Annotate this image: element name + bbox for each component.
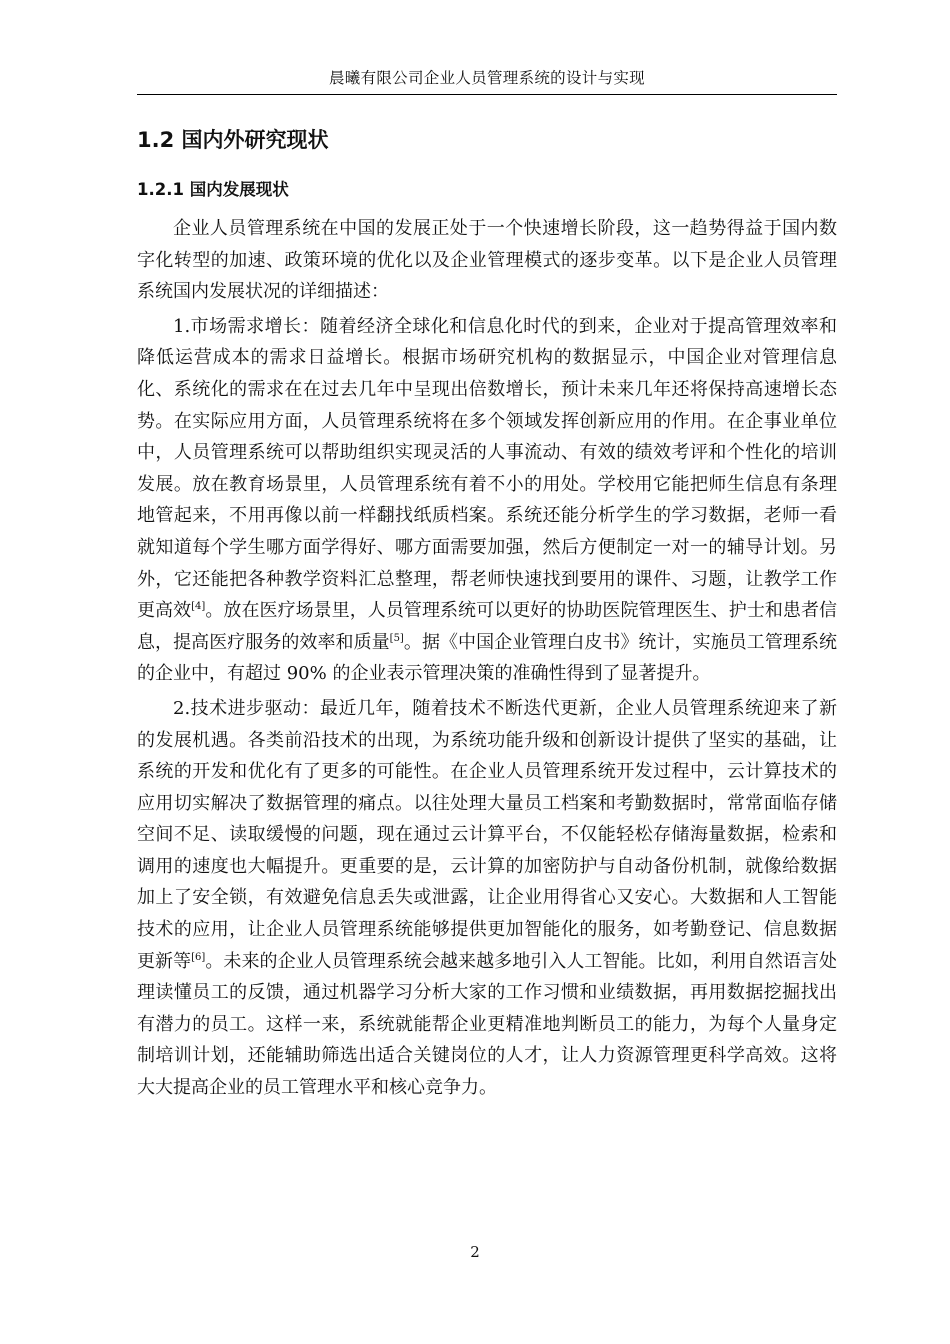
paragraph-market-text-3: 。据《中国企业管理白皮书》统计，实施员工管理系统的企业中，有超过 90% 的企业表示管理决策的准确性得到了显著提升。	[137, 631, 837, 685]
subsection-heading: 1.2.1 国内发展现状	[137, 180, 289, 199]
section-heading: 1.2 国内外研究现状	[137, 128, 329, 152]
citation-6: [6]	[191, 951, 206, 963]
running-header: 晨曦有限公司企业人员管理系统的设计与实现	[137, 66, 837, 95]
paragraph-market-demand	[137, 311, 837, 690]
page-number: 2	[470, 1243, 480, 1261]
paragraph-market-text-2: 。放在医疗场景里，人员管理系统可以更好的协助医院管理医生、护士和患者信息，提高医疗服务的效率和质量	[137, 600, 838, 653]
paragraph-tech-progress	[137, 693, 837, 1104]
paragraph-market-text-1: 1.市场需求增长：随着经济全球化和信息化时代的到来，企业对于提高管理效率和降低运营成本的需求日益增长。根据市场研究机构的数据显示，中国企业对管理信息化、系统化的需求在在过去几年中呈现出倍数增长，预计未来几年还将保持高速增长态势。在实际应用方面，人员管理系统将在多个领域发挥创新应用的作用。在企事业单位中，人员管理系统可以帮助组织实现灵活的人事流动、有效的绩效考评和个性化的培训发展。放在教育场景里，人员管理系统有着不小的用处。学校用它能把师生信息有条理地管起来，不用再像以前一样翻找纸质档案。系统还能分析学生的学习数据，老师一看就知道每个学生哪方面学得好、哪方面需要加强，然后方便制定一对一的辅导计划。另外，它还能把各种教学资料汇总整理，帮老师快速找到要用的课件、习题，让教学工作更高效	[137, 315, 837, 622]
paragraph-intro	[137, 213, 837, 308]
paragraph-intro-text: 企业人员管理系统在中国的发展正处于一个快速增长阶段，这一趋势得益于国内数字化转型的加速、政策环境的优化以及企业管理模式的逐步变革。以下是企业人员管理系统国内发展状况的详细描述：	[137, 218, 837, 303]
citation-4: [4]	[191, 601, 206, 613]
paragraph-tech-text-1: 2.技术进步驱动：最近几年，随着技术不断迭代更新，企业人员管理系统迎来了新的发展机遇。各类前沿技术的出现，为系统功能升级和创新设计提供了坚实的基础，让系统的开发和优化有了更多的可能性。在企业人员管理系统开发过程中，云计算技术的应用切实解决了数据管理的痛点。以往处理大量员工档案和考勤数据时，常常面临存储空间不足、读取缓慢的问题，现在通过云计算平台，不仅能轻松存储海量数据，检索和调用的速度也大幅提升。更重要的是，云计算的加密防护与自动备份机制，就像给数据加上了安全锁，有效避免信息丢失或泄露，让企业用得省心又安心。大数据和人工智能技术的应用，让企业人员管理系统能够提供更加智能化的服务，如考勤登记、信息数据更新等	[137, 697, 837, 972]
paragraph-tech-text-2: 。未来的企业人员管理系统会越来越多地引入人工智能。比如，利用自然语言处理读懂员工的反馈，通过机器学习分析大家的工作习惯和业绩数据，再用数据挖掘找出有潜力的员工。这样一来，系统就能帮企业更精准地判断员工的能力，为每个人量身定制培训计划，还能辅助筛选出适合关键岗位的人才，让人力资源管理更科学高效。这将大大提高企业的员工管理水平和核心竞争力。	[137, 950, 838, 1099]
citation-5: [5]	[389, 632, 404, 644]
body-text	[137, 213, 837, 1107]
